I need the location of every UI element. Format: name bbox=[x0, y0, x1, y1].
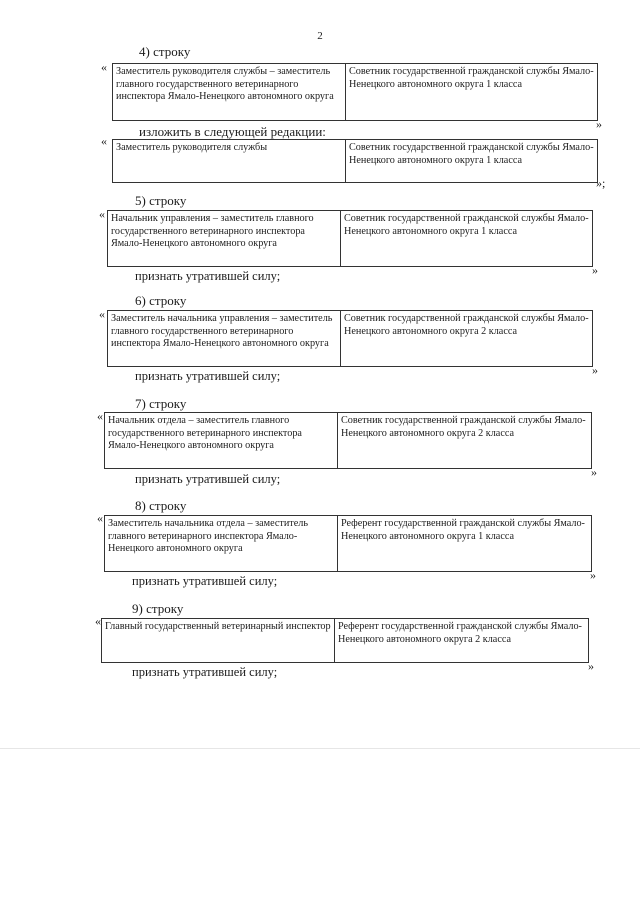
repeal-text: признать утратившей силу; bbox=[132, 574, 278, 588]
position-cell: Заместитель руководителя службы – заместитель главного государственного ветеринарного инспектора Ямало-Ненецкого автономного округа bbox=[113, 64, 346, 121]
section-heading: 5) строку bbox=[135, 193, 187, 208]
row-table bbox=[104, 412, 592, 469]
rank-cell: Референт государственной гражданской службы Ямало-Ненецкого автономного округа 1 класса bbox=[338, 516, 592, 572]
opening-quote: « bbox=[101, 134, 107, 148]
repeal-text: признать утратившей силу; bbox=[132, 665, 278, 679]
position-cell: Главный государственный ветеринарный инспектор bbox=[102, 619, 335, 663]
page-number: 2 bbox=[317, 30, 323, 42]
row-table bbox=[101, 618, 589, 663]
position-cell: Заместитель начальника отдела – заместитель главного ветеринарного инспектора Ямало-Ненецкого автономного округа bbox=[105, 516, 338, 572]
section-heading: 6) строку bbox=[135, 293, 187, 308]
opening-quote: « bbox=[99, 307, 105, 321]
section-heading: 4) строку bbox=[139, 44, 191, 59]
closing-quote: » bbox=[588, 659, 594, 673]
new-row-table bbox=[112, 139, 598, 183]
closing-quote: » bbox=[592, 263, 598, 277]
closing-quote-semicolon: »; bbox=[596, 176, 606, 190]
row-table bbox=[104, 515, 592, 572]
rank-cell: Референт государственной гражданской службы Ямало-Ненецкого автономного округа 2 класса bbox=[335, 619, 589, 663]
position-cell: Заместитель начальника управления – заместитель главного государственного ветеринарного инспектора Ямало-Ненецкого автономного округа bbox=[108, 311, 341, 367]
row-table bbox=[107, 210, 593, 267]
scan-edge-line bbox=[0, 748, 640, 749]
rank-cell: Советник государственной гражданской службы Ямало-Ненецкого автономного округа 1 класса bbox=[346, 64, 598, 121]
rank-cell: Советник государственной гражданской службы Ямало-Ненецкого автономного округа 2 класса bbox=[338, 413, 592, 469]
section-heading: 9) строку bbox=[132, 601, 184, 616]
opening-quote: « bbox=[99, 207, 105, 221]
section-heading: 8) строку bbox=[135, 498, 187, 513]
row-table bbox=[107, 310, 593, 367]
section-heading: 7) строку bbox=[135, 396, 187, 411]
repeal-text: признать утратившей силу; bbox=[135, 369, 281, 383]
repeal-text: признать утратившей силу; bbox=[135, 269, 281, 283]
position-cell: Начальник управления – заместитель главного государственного ветеринарного инспектора Ямало-Ненецкого автономного округа bbox=[108, 211, 341, 267]
rank-cell: Советник государственной гражданской службы Ямало-Ненецкого автономного округа 2 класса bbox=[341, 311, 593, 367]
opening-quote: « bbox=[97, 409, 103, 423]
position-cell: Заместитель руководителя службы bbox=[113, 140, 346, 183]
opening-quote: « bbox=[95, 614, 101, 628]
instruction-text: изложить в следующей редакции: bbox=[139, 124, 326, 139]
closing-quote: » bbox=[592, 363, 598, 377]
closing-quote: » bbox=[596, 117, 602, 131]
position-cell: Начальник отдела – заместитель главного государственного ветеринарного инспектора Ямало-Ненецкого автономного округа bbox=[105, 413, 338, 469]
closing-quote: » bbox=[590, 568, 596, 582]
rank-cell: Советник государственной гражданской службы Ямало-Ненецкого автономного округа 1 класса bbox=[341, 211, 593, 267]
opening-quote: « bbox=[97, 511, 103, 525]
rank-cell: Советник государственной гражданской службы Ямало-Ненецкого автономного округа 1 класса bbox=[346, 140, 598, 183]
opening-quote: « bbox=[101, 60, 107, 74]
repeal-text: признать утратившей силу; bbox=[135, 472, 281, 486]
old-row-table bbox=[112, 63, 598, 121]
closing-quote: » bbox=[591, 465, 597, 479]
